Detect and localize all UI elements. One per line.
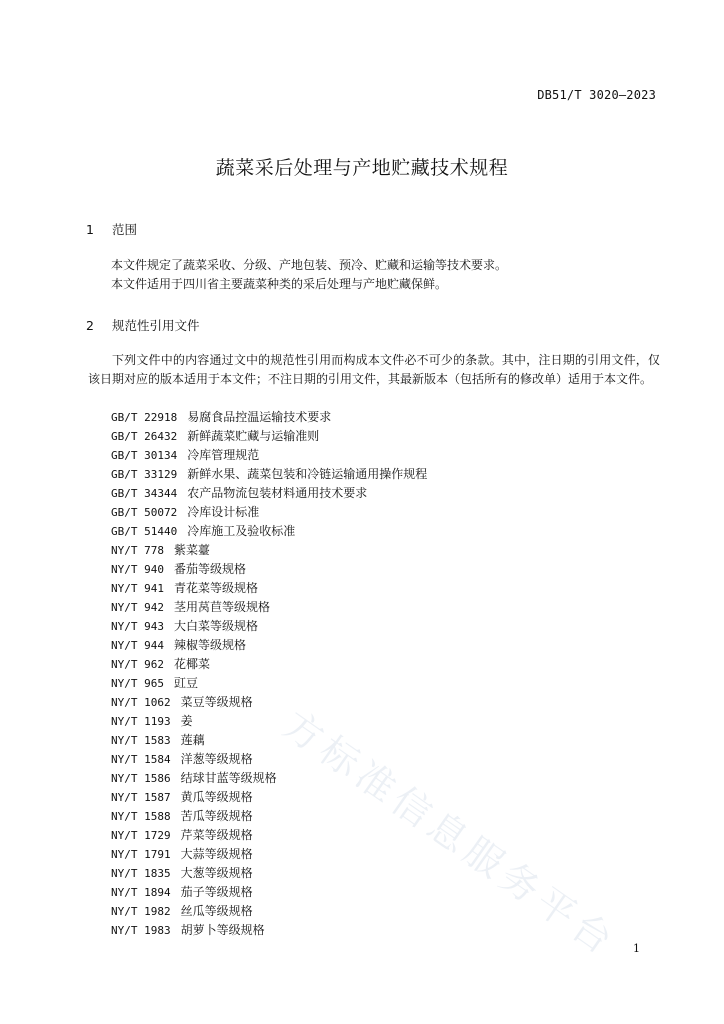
reference-code: NY/T 1586 xyxy=(111,772,171,785)
reference-list xyxy=(111,408,427,940)
reference-item xyxy=(111,598,427,617)
section-2-title: 规范性引用文件 xyxy=(111,318,200,333)
reference-item xyxy=(111,883,427,902)
reference-item xyxy=(111,693,427,712)
reference-code: NY/T 1587 xyxy=(111,791,171,804)
reference-title: 豇豆 xyxy=(173,676,198,690)
reference-title: 结球甘蓝等级规格 xyxy=(180,771,277,785)
reference-code: GB/T 34344 xyxy=(111,487,178,500)
reference-code: GB/T 33129 xyxy=(111,468,178,481)
reference-code: NY/T 1894 xyxy=(111,886,171,899)
reference-code: NY/T 942 xyxy=(111,601,164,614)
reference-code: NY/T 943 xyxy=(111,620,164,633)
reference-title: 茎用莴苣等级规格 xyxy=(173,600,270,614)
reference-title: 苦瓜等级规格 xyxy=(180,809,253,823)
reference-code: NY/T 778 xyxy=(111,544,164,557)
reference-code: NY/T 944 xyxy=(111,639,164,652)
reference-code: GB/T 30134 xyxy=(111,449,178,462)
reference-item xyxy=(111,750,427,769)
reference-item xyxy=(111,579,427,598)
watermark: 方标准信息服务平台 xyxy=(275,702,626,966)
reference-title: 辣椒等级规格 xyxy=(173,638,246,652)
document-code: DB51/T 3020—2023 xyxy=(537,88,656,102)
reference-title: 胡萝卜等级规格 xyxy=(180,923,265,937)
reference-code: NY/T 1729 xyxy=(111,829,171,842)
reference-code: NY/T 940 xyxy=(111,563,164,576)
reference-item xyxy=(111,788,427,807)
reference-title: 冷库施工及验收标准 xyxy=(187,524,296,538)
reference-item xyxy=(111,807,427,826)
reference-item xyxy=(111,446,427,465)
reference-title: 大葱等级规格 xyxy=(180,866,253,880)
reference-item xyxy=(111,636,427,655)
reference-code: NY/T 1835 xyxy=(111,867,171,880)
reference-title: 洋葱等级规格 xyxy=(180,752,253,766)
reference-code: GB/T 22918 xyxy=(111,411,178,424)
reference-title: 姜 xyxy=(180,714,193,728)
reference-item xyxy=(111,560,427,579)
reference-code: NY/T 1062 xyxy=(111,696,171,709)
reference-item xyxy=(111,864,427,883)
reference-title: 菜豆等级规格 xyxy=(180,695,253,709)
reference-item xyxy=(111,503,427,522)
scope-paragraph-2: 本文件适用于四川省主要蔬菜种类的采后处理与产地贮藏保鲜。 xyxy=(111,277,448,291)
reference-item xyxy=(111,769,427,788)
reference-code: NY/T 1982 xyxy=(111,905,171,918)
reference-item xyxy=(111,465,427,484)
reference-title: 莲藕 xyxy=(180,733,205,747)
reference-title: 新鲜水果、蔬菜包装和冷链运输通用操作规程 xyxy=(187,467,428,481)
reference-title: 黄瓜等级规格 xyxy=(180,790,253,804)
reference-code: NY/T 941 xyxy=(111,582,164,595)
page-number: 1 xyxy=(633,942,640,955)
section-1-title: 范围 xyxy=(111,222,137,237)
reference-title: 青花菜等级规格 xyxy=(173,581,258,595)
reference-code: NY/T 1584 xyxy=(111,753,171,766)
section-2-heading xyxy=(86,316,200,334)
reference-title: 农产品物流包装材料通用技术要求 xyxy=(187,486,368,500)
reference-title: 花椰菜 xyxy=(173,657,210,671)
reference-title: 芹菜等级规格 xyxy=(180,828,253,842)
reference-item xyxy=(111,655,427,674)
reference-item xyxy=(111,484,427,503)
reference-title: 番茄等级规格 xyxy=(173,562,246,576)
reference-code: NY/T 962 xyxy=(111,658,164,671)
reference-item xyxy=(111,408,427,427)
section-1-heading xyxy=(86,220,137,238)
reference-title: 大蒜等级规格 xyxy=(180,847,253,861)
reference-code: GB/T 26432 xyxy=(111,430,178,443)
reference-item xyxy=(111,731,427,750)
reference-title: 易腐食品控温运输技术要求 xyxy=(187,410,332,424)
reference-title: 茄子等级规格 xyxy=(180,885,253,899)
reference-code: GB/T 51440 xyxy=(111,525,178,538)
reference-item xyxy=(111,674,427,693)
reference-title: 新鲜蔬菜贮藏与运输准则 xyxy=(187,429,320,443)
reference-code: NY/T 1588 xyxy=(111,810,171,823)
scope-paragraph-1: 本文件规定了蔬菜采收、分级、产地包装、预冷、贮藏和运输等技术要求。 xyxy=(111,258,508,272)
references-intro-paragraph: 下列文件中的内容通过文中的规范性引用而构成本文件必不可少的条款。其中，注日期的引用文件，仅该日期对应的版本适用于本文件；不注日期的引用文件，其最新版本（包括所有的修改单）适用于本文件。 xyxy=(88,353,660,386)
reference-item xyxy=(111,845,427,864)
reference-code: NY/T 1193 xyxy=(111,715,171,728)
reference-item xyxy=(111,541,427,560)
reference-code: NY/T 1583 xyxy=(111,734,171,747)
reference-item xyxy=(111,902,427,921)
reference-item xyxy=(111,617,427,636)
reference-item xyxy=(111,712,427,731)
reference-item xyxy=(111,921,427,940)
section-2-number: 2 xyxy=(86,318,94,333)
reference-title: 大白菜等级规格 xyxy=(173,619,258,633)
reference-title: 丝瓜等级规格 xyxy=(180,904,253,918)
reference-item xyxy=(111,826,427,845)
document-title: 蔬菜采后处理与产地贮藏技术规程 xyxy=(215,157,509,179)
reference-title: 紫菜薹 xyxy=(173,543,210,557)
section-1-number: 1 xyxy=(86,222,94,237)
reference-item xyxy=(111,427,427,446)
reference-title: 冷库管理规范 xyxy=(187,448,260,462)
reference-code: NY/T 1791 xyxy=(111,848,171,861)
reference-title: 冷库设计标准 xyxy=(187,505,260,519)
reference-code: NY/T 1983 xyxy=(111,924,171,937)
reference-code: GB/T 50072 xyxy=(111,506,178,519)
reference-item xyxy=(111,522,427,541)
reference-code: NY/T 965 xyxy=(111,677,164,690)
